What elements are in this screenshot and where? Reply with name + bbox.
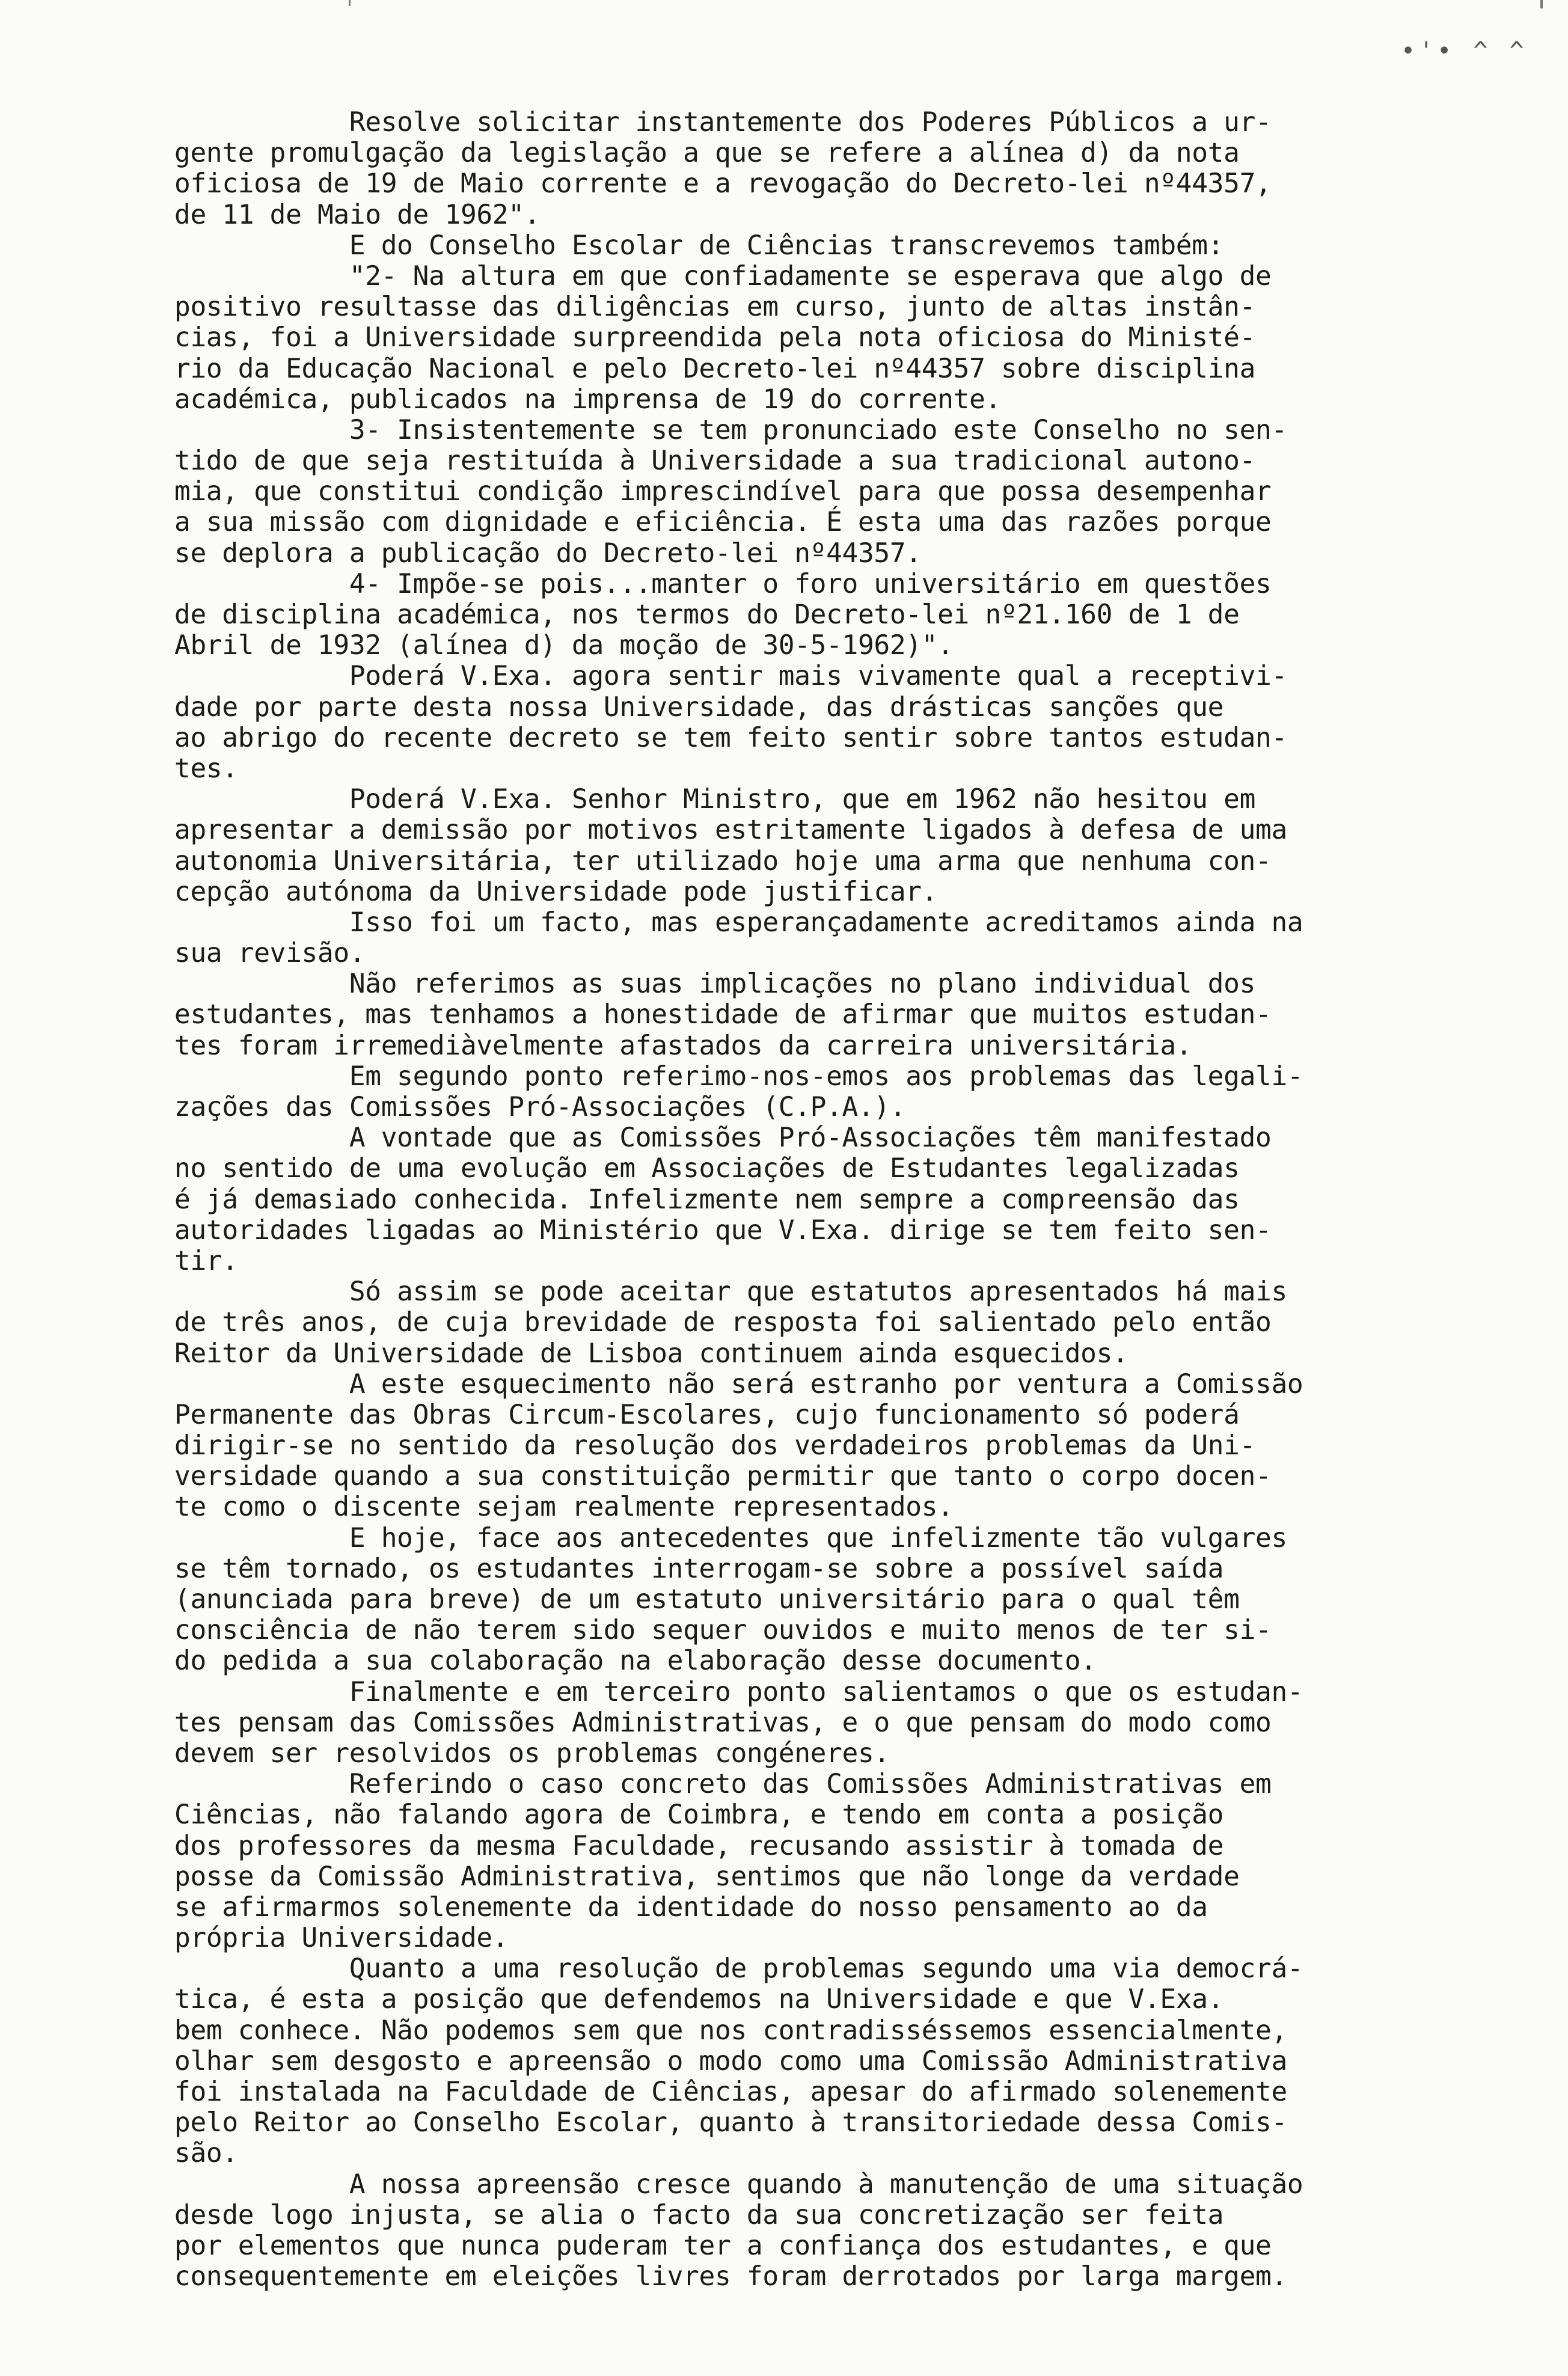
text-line: bem conhece. Não podemos sem que nos contradisséssemos essencialmente, [174, 2015, 1287, 2046]
text-line: Quanto a uma resolução de problemas segundo uma via democrá- [174, 1953, 1303, 1985]
text-line: foi instalada na Faculdade de Ciências, apesar do afirmado solenemente [174, 2077, 1287, 2107]
text-line: por elementos que nunca puderam ter a confiança dos estudantes, e que [174, 2230, 1272, 2261]
text-line: 4- Impõe-se pois...manter o foro universitário em questões [174, 568, 1272, 599]
scan-mark [349, 0, 351, 6]
text-line: do pedida a sua colaboração na elaboração desse documento. [174, 1646, 1097, 1677]
text-line: Em segundo ponto referimo-nos-emos aos problemas das legali- [174, 1061, 1303, 1092]
text-line: dos professores da mesma Faculdade, recusando assistir à tomada de [174, 1830, 1224, 1861]
text-line: pelo Reitor ao Conselho Escolar, quanto à transitoriedade dessa Comis- [174, 2107, 1287, 2139]
text-line: devem ser resolvidos os problemas congéneres. [174, 1738, 890, 1769]
text-line: te como o discente sejam realmente representados. [174, 1492, 954, 1523]
text-line: "2- Na altura em que confiadamente se esperava que algo de [174, 260, 1272, 292]
text-line: rio da Educação Nacional e pelo Decreto-lei nº44357 sobre disciplina [174, 353, 1256, 384]
text-line: E hoje, face aos antecedentes que infelizmente tão vulgares [174, 1522, 1287, 1554]
text-line: apresentar a demissão por motivos estritamente ligados à defesa de uma [174, 815, 1287, 846]
text-line: mia, que constitui condição imprescindível para que possa desempenhar [174, 476, 1272, 507]
page-mark: •'• ^ ^ [1401, 37, 1528, 65]
text-line: desde logo injusta, se alia o facto da sua concretização ser feita [174, 2199, 1224, 2231]
text-line: tes foram irremediàvelmente afastados da carreira universitária. [174, 1030, 1192, 1061]
text-line: olhar sem desgosto e apreensão o modo como uma Comissão Administrativa [174, 2045, 1287, 2077]
text-line: positivo resultasse das diligências em curso, junto de altas instân- [174, 292, 1256, 323]
text-line: sua revisão. [174, 938, 366, 969]
text-line: cias, foi a Universidade surpreendida pela nota oficiosa do Ministé- [174, 322, 1256, 354]
text-line: autoridades ligadas ao Ministério que V.Exa. dirige se tem feito sen- [174, 1214, 1272, 1246]
text-line: 3- Insistentemente se tem pronunciado este Conselho no sen- [174, 414, 1287, 445]
text-line: Isso foi um facto, mas esperançadamente acreditamos ainda na [174, 907, 1303, 938]
text-line: oficiosa de 19 de Maio corrente e a revogação do Decreto-lei nº44357, [174, 168, 1272, 200]
text-line: tes pensam das Comissões Administrativas, e o que pensam do modo como [174, 1707, 1272, 1738]
text-line: no sentido de uma evolução em Associações de Estudantes legalizadas [174, 1153, 1240, 1184]
text-line: Finalmente e em terceiro ponto salientamos o que os estudan- [174, 1676, 1303, 1707]
text-line: tir. [174, 1245, 238, 1276]
text-line: gente promulgação da legislação a que se refere a alínea d) da nota [174, 138, 1240, 169]
text-line: A nossa apreensão cresce quando à manutenção de uma situação [174, 2169, 1303, 2200]
text-line: cepção autónoma da Universidade pode justificar. [174, 876, 938, 907]
text-line: posse da Comissão Administrativa, sentimos que não longe da verdade [174, 1861, 1240, 1892]
text-line: Abril de 1932 (alínea d) da moção de 30-5-1962)". [174, 630, 954, 661]
text-line: versidade quando a sua constituição permitir que tanto o corpo docen- [174, 1461, 1272, 1492]
text-line: ao abrigo do recente decreto se tem feito sentir sobre tantos estudan- [174, 722, 1287, 753]
text-line: Só assim se pode aceitar que estatutos apresentados há mais [174, 1276, 1287, 1308]
text-line: a sua missão com dignidade e eficiência. É esta uma das razões porque [174, 507, 1272, 538]
text-line: A vontade que as Comissões Pró-Associações têm manifestado [174, 1122, 1272, 1154]
text-line: estudantes, mas tenhamos a honestidade de afirmar que muitos estudan- [174, 999, 1272, 1030]
text-line: própria Universidade. [174, 1923, 509, 1954]
text-line: tes. [174, 753, 238, 784]
text-line: Referindo o caso concreto das Comissões Administrativas em [174, 1769, 1272, 1800]
text-line: se afirmarmos solenemente da identidade do nosso pensamento ao da [174, 1891, 1208, 1923]
text-line: consciência de não terem sido sequer ouvidos e muito menos de ter si- [174, 1615, 1272, 1646]
text-line: académica, publicados na imprensa de 19 do corrente. [174, 384, 1001, 415]
text-line: Poderá V.Exa. agora sentir mais vivamente qual a receptivi- [174, 661, 1287, 692]
text-line: de três anos, de cuja brevidade de resposta foi salientado pelo então [174, 1307, 1272, 1338]
text-line: Poderá V.Exa. Senhor Ministro, que em 1962 não hesitou em [174, 784, 1256, 815]
text-line: Ciências, não falando agora de Coimbra, e tendo em conta a posição [174, 1799, 1224, 1831]
text-line: Reitor da Universidade de Lisboa continuem ainda esquecidos. [174, 1338, 1129, 1369]
text-line: zações das Comissões Pró-Associações (C.P.A.). [174, 1092, 906, 1122]
text-line: de disciplina académica, nos termos do Decreto-lei nº21.160 de 1 de [174, 599, 1240, 630]
text-line: dirigir-se no sentido da resolução dos verdadeiros problemas da Uni- [174, 1430, 1256, 1462]
text-line: Permanente das Obras Circum-Escolares, cujo funcionamento só poderá [174, 1399, 1240, 1430]
text-line: tido de que seja restituída à Universidade a sua tradicional autono- [174, 445, 1256, 477]
text-line: se deplora a publicação do Decreto-lei nº44357. [174, 537, 922, 569]
text-line: se têm tornado, os estudantes interrogam-se sobre a possível saída [174, 1553, 1224, 1584]
text-line: Não referimos as suas implicações no plano individual dos [174, 969, 1256, 1000]
text-line: dade por parte desta nossa Universidade, das drásticas sanções que [174, 691, 1224, 723]
text-line: (anunciada para breve) de um estatuto universitário para o qual têm [174, 1584, 1240, 1615]
text-line: tica, é esta a posição que defendemos na Universidade e que V.Exa. [174, 1984, 1224, 2015]
text-line: consequentemente em eleições livres foram derrotados por larga margem. [174, 2261, 1287, 2292]
text-line: E do Conselho Escolar de Ciências transcrevemos também: [174, 230, 1224, 261]
text-line: Resolve solicitar instantemente dos Poderes Públicos a ur- [174, 107, 1272, 138]
text-line: são. [174, 2138, 238, 2169]
text-line: é já demasiado conhecida. Infelizmente nem sempre a compreensão das [174, 1184, 1240, 1215]
text-line: autonomia Universitária, ter utilizado hoje uma arma que nenhuma con- [174, 845, 1272, 877]
scan-mark [1540, 0, 1543, 8]
letter-body [174, 107, 1485, 2292]
text-line: de 11 de Maio de 1962". [174, 199, 541, 230]
text-line: A este esquecimento não será estranho por ventura a Comissão [174, 1368, 1303, 1400]
